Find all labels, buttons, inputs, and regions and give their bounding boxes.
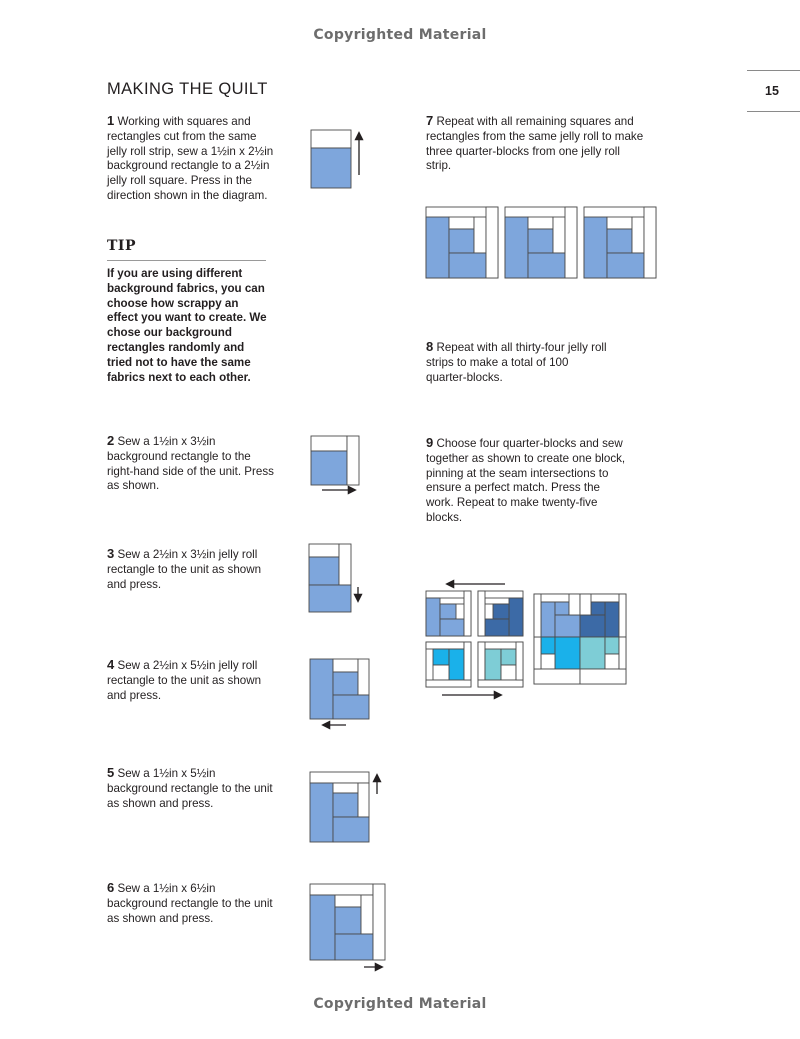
step-7-number: 7 [426, 113, 434, 128]
step-8-text: Repeat with all thirty-four jelly roll strips to make a total of 100 quarter-blocks. [426, 341, 607, 384]
step-6-text: Sew a 1½in x 6½in background rectangle to the unit as shown and press. [107, 882, 273, 925]
tip-divider [107, 260, 266, 261]
page-number-bottom-rule [747, 111, 800, 112]
section-title: MAKING THE QUILT [107, 80, 268, 98]
step-2-diagram [308, 432, 368, 500]
step-4 [107, 658, 277, 703]
quarter-block-3 [584, 207, 656, 278]
step-3 [107, 547, 277, 592]
step-5-diagram [306, 768, 384, 846]
step-9-diagram [422, 578, 632, 702]
step-2-number: 2 [107, 433, 115, 448]
assembled-block [534, 594, 626, 684]
quarter-block-aqua [478, 642, 523, 687]
step-3-diagram [306, 541, 370, 615]
step-1 [107, 114, 277, 204]
step-9 [426, 436, 626, 526]
step-5-number: 5 [107, 765, 115, 780]
step-3-text: Sew a 2½in x 3½in jelly roll rectangle to the unit as shown and press. [107, 548, 262, 591]
step-1-number: 1 [107, 113, 115, 128]
footer-copyright: Copyrighted Material [313, 996, 487, 1012]
step-4-text: Sew a 2½in x 5½in jelly roll rectangle to the unit as shown and press. [107, 659, 262, 702]
step-6-diagram [306, 881, 390, 975]
quarter-block-cyan [426, 642, 471, 687]
page-number-top-rule [747, 70, 800, 71]
step-7-diagram [424, 205, 660, 281]
tip-body: If you are using different background fabrics, you can choose how scrappy an effect you want to create. We chose our background rectangles randomly and tried not to have the same fabrics next to each other. [107, 267, 267, 384]
step-1-text: Working with squares and rectangles cut from the same jelly roll strip, sew a 1½in x 2½in background rectangle to a 2½in jelly roll square. Press in the direction shown in the diagram. [107, 115, 274, 202]
step-4-diagram [306, 656, 374, 734]
step-6 [107, 881, 277, 926]
quarter-block-2 [505, 207, 577, 278]
step-4-number: 4 [107, 657, 115, 672]
step-7 [426, 114, 646, 174]
step-7-text: Repeat with all remaining squares and rectangles from the same jelly roll to make three quarter-blocks from one jelly roll strip. [426, 115, 644, 173]
page-number: 15 [765, 84, 779, 98]
header-copyright: Copyrighted Material [313, 27, 487, 43]
step-5 [107, 766, 277, 811]
step-8 [426, 340, 611, 385]
step-6-number: 6 [107, 880, 115, 895]
step-3-number: 3 [107, 546, 115, 561]
step-8-number: 8 [426, 339, 434, 354]
step-5-text: Sew a 1½in x 5½in background rectangle to the unit as shown and press. [107, 767, 273, 810]
step-2-text: Sew a 1½in x 3½in background rectangle to the right-hand side of the unit. Press as shown. [107, 435, 274, 493]
step-9-text: Choose four quarter-blocks and sew together as shown to create one block, pinning at the seam intersections to ensure a perfect match. Press the work. Repeat to make twenty-five blocks. [426, 437, 626, 524]
step-9-number: 9 [426, 435, 434, 450]
quarter-block-mid-blue [426, 591, 471, 636]
tip-heading: TIP [107, 238, 136, 254]
quarter-block-dark-blue [478, 591, 523, 636]
quarter-block-1 [426, 207, 498, 278]
step-2 [107, 434, 277, 494]
step-1-diagram [308, 128, 368, 192]
